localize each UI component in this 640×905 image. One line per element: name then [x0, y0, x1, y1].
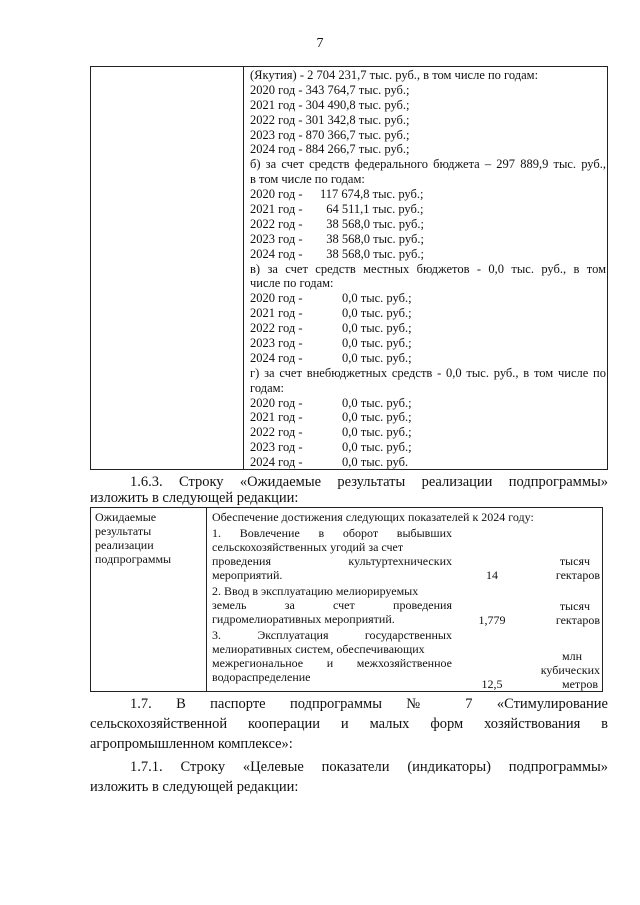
indicator-1: 1. Вовлечение в оборот выбывших сельскохозяйственных угодий за счет проведения культуртехнических мероприятий.: [212, 526, 452, 582]
extra-year-line: 2020 год - 0,0 тыс. руб.;: [250, 395, 412, 410]
regional-year-line: 2022 год - 301 342,8 тыс. руб.;: [250, 112, 410, 127]
indicator-3-value: 12,5: [481, 677, 503, 691]
expected-results-label: Ожидаемые результаты реализации подпрограммы: [91, 508, 207, 691]
para-171-line2: изложить в следующей редакции:: [90, 779, 299, 795]
local-year-line: 2024 год - 0,0 тыс. руб.;: [250, 350, 412, 365]
para-171-line1: 1.7.1. Строку «Целевые показатели (индикаторы) подпрограммы»: [130, 759, 608, 775]
regional-year-line: 2024 год - 884 266,7 тыс. руб.;: [250, 142, 410, 157]
expected-results-table: [90, 507, 603, 692]
regional-year-line: 2023 год - 870 366,7 тыс. руб.;: [250, 127, 410, 142]
para-17-line1: 1.7. В паспорте подпрограммы № 7 «Стимулирование: [130, 696, 608, 712]
regional-year-line: 2020 год - 343 764,7 тыс. руб.;: [250, 82, 410, 97]
local-heading-cont: числе по годам:: [250, 276, 334, 291]
federal-year-line: 2022 год - 38 568,0 тыс. руб.;: [250, 216, 424, 231]
indicator-2-value: 1,779: [478, 613, 506, 627]
regional-year-line: 2021 год - 304 490,8 тыс. руб.;: [250, 97, 410, 112]
federal-year-line: 2024 год - 38 568,0 тыс. руб.;: [250, 246, 424, 261]
funding-table-content-cell: [250, 68, 606, 470]
extra-budget-heading: г) за счет внебюджетных средств - 0,0 тыс. руб., в том числе по: [250, 365, 606, 380]
extra-year-line: 2024 год - 0,0 тыс. руб.: [250, 455, 409, 470]
indicator-3: 3. Эксплуатация государственных мелиоративных систем, обеспечивающих межрегиональное и межхозяйственное водораспределение: [212, 628, 452, 684]
indicator-1-unit: тысяч гектаров: [555, 554, 600, 582]
expected-results-content: [212, 510, 600, 691]
indicator-1-value: 14: [486, 568, 498, 582]
local-year-line: 2023 год - 0,0 тыс. руб.;: [250, 336, 412, 351]
federal-year-line: 2023 год - 38 568,0 тыс. руб.;: [250, 231, 424, 246]
federal-heading-cont: в том числе по годам:: [250, 172, 365, 187]
local-heading: в) за счет средств местных бюджетов - 0,0 тыс. руб., в том: [250, 261, 606, 276]
indicator-2: 2. Ввод в эксплуатацию мелиорируемых земель за счет проведения гидромелиоративных мероприятий.: [212, 584, 452, 626]
page-number: 7: [316, 36, 324, 51]
para-163-line1: 1.6.3. Строку «Ожидаемые результаты реализации подпрограммы»: [130, 474, 608, 490]
extra-year-line: 2023 год - 0,0 тыс. руб.;: [250, 440, 412, 455]
local-year-line: 2022 год - 0,0 тыс. руб.;: [250, 321, 412, 336]
indicator-2-unit: тысяч гектаров: [555, 599, 600, 627]
federal-year-line: 2020 год - 117 674,8 тыс. руб.;: [250, 187, 424, 202]
para-17-line2: сельскохозяйственной кооперации и малых форм хозяйствования в: [90, 716, 608, 732]
local-year-line: 2020 год - 0,0 тыс. руб.;: [250, 291, 412, 306]
indicators-header: Обеспечение достижения следующих показателей к 2024 году:: [212, 510, 534, 524]
para-163-line2: изложить в следующей редакции:: [90, 490, 299, 506]
extra-year-line: 2021 год - 0,0 тыс. руб.;: [250, 410, 412, 425]
extra-budget-heading-cont: годам:: [250, 380, 284, 395]
local-year-line: 2021 год - 0,0 тыс. руб.;: [250, 306, 412, 321]
funding-table: [90, 66, 608, 470]
extra-year-line: 2022 год - 0,0 тыс. руб.;: [250, 425, 412, 440]
para-17-line3: агропромышленном комплексе»:: [90, 736, 293, 752]
funding-intro: (Якутия) - 2 704 231,7 тыс. руб., в том числе по годам:: [250, 68, 539, 82]
federal-heading: б) за счет средств федерального бюджета – 297 889,9 тыс. руб.,: [250, 157, 606, 172]
indicator-3-unit: млн кубических метров: [540, 649, 600, 691]
funding-table-label-cell: [91, 67, 244, 469]
federal-year-line: 2021 год - 64 511,1 тыс. руб.;: [250, 202, 424, 217]
